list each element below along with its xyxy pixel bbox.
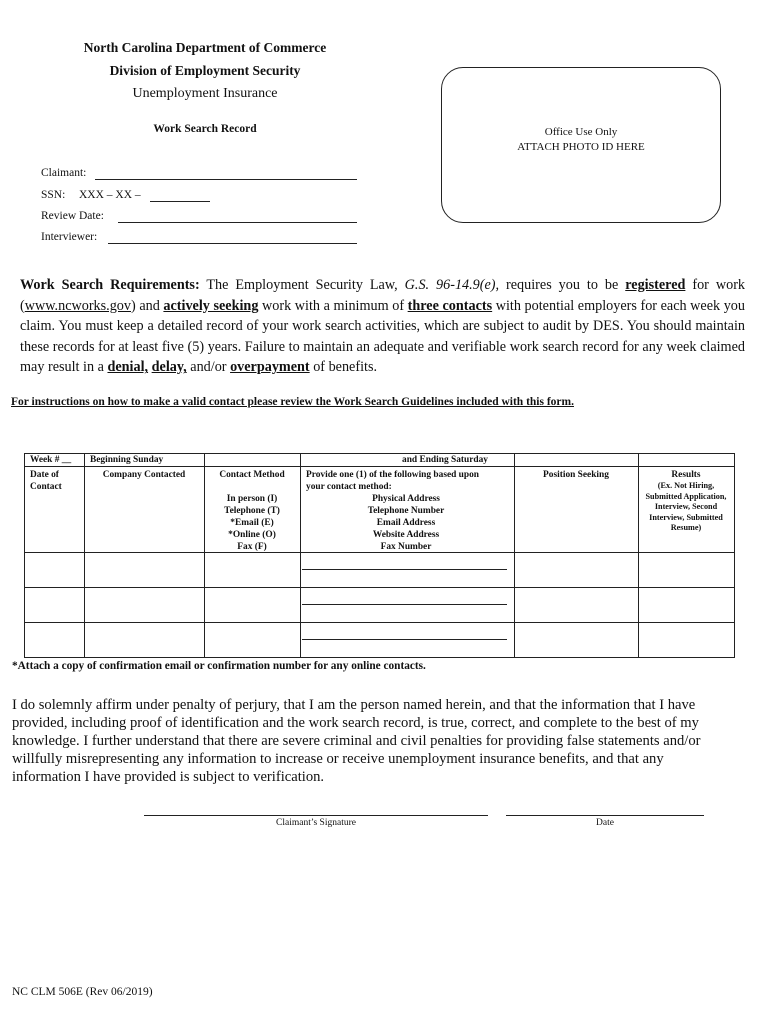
ssn-field[interactable] [150, 201, 210, 202]
ending-saturday-label: and Ending Saturday [402, 455, 488, 465]
provide-heading-line2: your contact method: [306, 482, 392, 492]
col-date-of-contact: Date of Contact [30, 470, 62, 492]
review-date-label: Review Date: [41, 210, 104, 222]
delay-term: delay, [151, 359, 187, 376]
req-text-6: with potential employers for each week you claim. You must keep a detailed record of your work search activities, which are subject to audit by DES. You should maintain these records for at least five (5) years. Failure to maintain an adequate and verifiable work search record for any week claimed may result in a [20, 297, 745, 376]
attach-confirmation-note: *Attach a copy of confirmation email or confirmation number for any online contacts. [12, 660, 426, 672]
provide-physical-address: Physical Address [372, 494, 440, 504]
req-text-5: work with a minimum of [258, 297, 408, 314]
form-number: NC CLM 506E (Rev 06/2019) [12, 986, 153, 998]
method-telephone: Telephone (T) [224, 506, 280, 516]
method-online: *Online (O) [228, 530, 276, 540]
date-signature-line[interactable] [506, 815, 704, 816]
work-search-table [24, 453, 735, 658]
table-row[interactable] [25, 588, 733, 622]
claimant-signature-label: Claimant’s Signature [276, 818, 356, 828]
work-search-requirements [20, 275, 745, 378]
provide-website-address: Website Address [372, 530, 440, 540]
requirements-heading: Work Search Requirements: [20, 277, 200, 293]
division-title: Division of Employment Security [109, 63, 301, 78]
instructions-note: For instructions on how to make a valid contact please review the Work Search Guidelines included with this form. [11, 396, 574, 408]
photo-id-box [441, 67, 721, 223]
registered-term: registered [625, 277, 686, 293]
contact-method-heading: Contact Method [219, 470, 285, 480]
results-examples: (Ex. Not Hiring, Submitted Application, Interview, Second Interview, Submitted Resume) [645, 481, 727, 532]
department-title: North Carolina Department of Commerce [83, 40, 327, 55]
col-results [642, 469, 730, 534]
col-contact-info [306, 469, 512, 553]
req-text-3: for work ( [20, 277, 746, 314]
review-date-field[interactable] [118, 222, 357, 223]
claimant-signature-line[interactable] [144, 815, 488, 816]
program-title: Unemployment Insurance [132, 86, 278, 101]
denial-term: denial, [107, 359, 149, 376]
ssn-label: SSN: [41, 189, 66, 201]
date-label: Date [596, 818, 614, 828]
method-in-person: In person (I) [226, 494, 278, 504]
claimant-label: Claimant: [41, 167, 87, 179]
provide-fax-number: Fax Number [380, 542, 432, 552]
table-row[interactable] [25, 553, 733, 587]
col-position-seeking: Position Seeking [543, 470, 609, 480]
overpayment-term: overpayment [230, 359, 310, 376]
actively-seeking-term: actively seeking [163, 297, 259, 314]
law-reference: G.S. 96-14.9(e), [404, 277, 500, 293]
form-title: Work Search Record [153, 123, 257, 135]
office-use-label: Office Use Only [544, 126, 618, 138]
req-text-1: The Employment Security Law, [199, 277, 405, 293]
ncworks-link[interactable]: www.ncworks.gov [24, 297, 131, 314]
method-fax: Fax (F) [237, 542, 267, 552]
provide-heading-line1: Provide one (1) of the following based upon [306, 470, 480, 480]
claimant-field[interactable] [95, 179, 357, 180]
beginning-sunday-label: Beginning Sunday [90, 455, 164, 465]
interviewer-field[interactable] [108, 243, 357, 244]
attach-photo-label: ATTACH PHOTO ID HERE [517, 141, 645, 153]
req-text-2: requires you to be [499, 277, 626, 293]
col-company-contacted: Company Contacted [102, 470, 186, 480]
req-text-4: ) and [131, 297, 164, 314]
ssn-mask: XXX – XX – [79, 189, 141, 201]
provide-telephone-number: Telephone Number [367, 506, 445, 516]
provide-email-address: Email Address [376, 518, 436, 528]
affirmation-statement: I do solemnly affirm under penalty of perjury, that I am the person named herein, and that the information that I have provided, including proof of identification and the work search record, is true, correct, and complete to the best of my knowledge. I further understand that there are severe criminal and civil penalties for providing false statements and/or willfully misrepresenting any information to increase or receive unemployment insurance benefits, and that any information I have provided is subject to verification. [12, 697, 701, 785]
three-contacts-term: three contacts [407, 297, 493, 314]
req-text-9: of benefits. [309, 359, 378, 376]
method-email: *Email (E) [230, 518, 274, 528]
week-number-label: Week # __ [30, 455, 72, 465]
results-heading: Results [671, 470, 701, 480]
col-contact-method [204, 469, 300, 553]
table-row[interactable] [25, 623, 733, 657]
interviewer-label: Interviewer: [41, 231, 98, 243]
req-text-8: and/or [186, 359, 231, 376]
